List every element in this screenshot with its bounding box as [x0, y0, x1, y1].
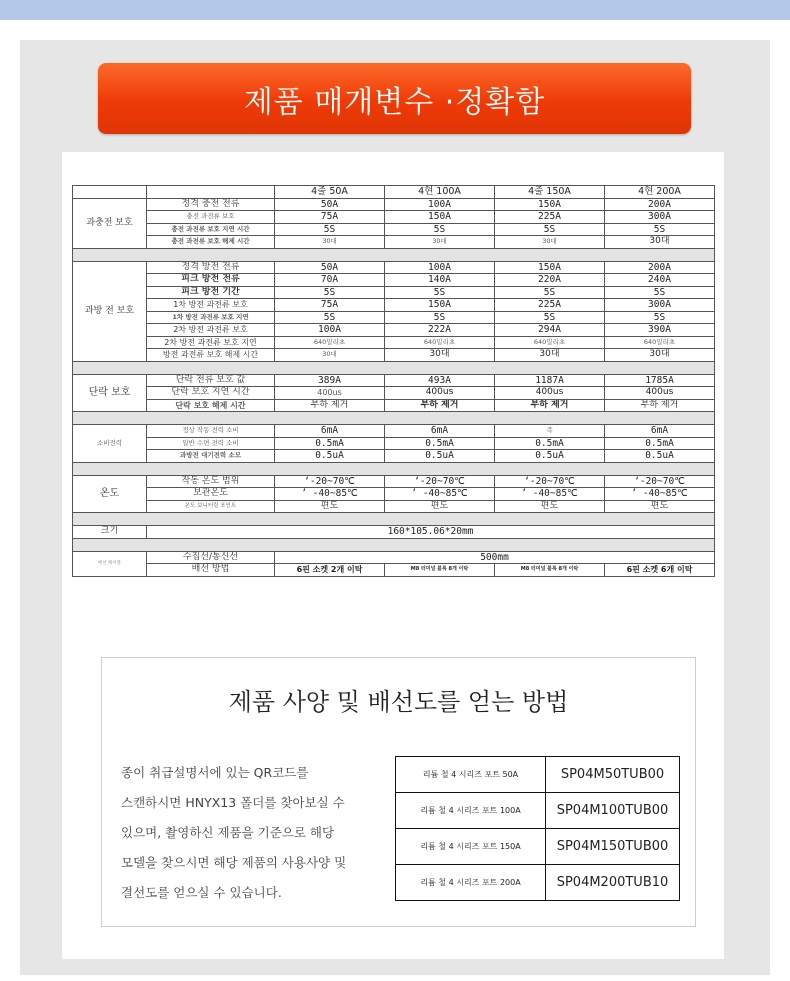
table-row	[73, 198, 715, 211]
value-cell: 5S	[385, 286, 495, 299]
value-cell: M8 터미널 블록 8개 이탁	[385, 564, 495, 577]
value-cell: 부하 제거	[605, 399, 715, 412]
table-row	[73, 311, 715, 324]
spec-table	[72, 185, 715, 577]
howto-title: 제품 사양 및 배선도를 얻는 방법	[228, 688, 569, 716]
value-cell: ‘-20~70℃	[275, 475, 385, 488]
row-label: 단락 전류 보호 값	[147, 374, 275, 387]
value-cell: ’ -40~85℃	[495, 488, 605, 501]
value-cell: 0.5uA	[605, 450, 715, 463]
row-label: 정상 작동 전력 소비	[147, 425, 275, 438]
table-row	[73, 211, 715, 224]
table-row	[73, 286, 715, 299]
howto-line: 있으며, 촬영하신 제품을 기준으로 해당	[121, 825, 335, 840]
row-label: 온도 보니터링 포인트	[147, 500, 275, 513]
size-value: 160*105.06*20mm	[147, 526, 715, 539]
value-cell: 0.5uA	[275, 450, 385, 463]
value-cell: 222A	[385, 324, 495, 337]
model-name: 리튬 철 4 시리즈 포트 150A	[396, 829, 546, 865]
model-row	[396, 865, 680, 901]
model-code: SP04M200TUB10	[546, 865, 680, 901]
value-cell: ’ -40~85℃	[385, 488, 495, 501]
value-cell: 225A	[495, 299, 605, 312]
value-cell: 5S	[275, 286, 385, 299]
value-cell: 5S	[385, 311, 495, 324]
table-row	[73, 488, 715, 501]
value-cell: 640밀리초	[385, 336, 495, 349]
value-cell: 1785A	[605, 374, 715, 387]
row-label: 1차 방전 과전류 보호	[147, 299, 275, 312]
row-label: 작동 온도 범위	[147, 475, 275, 488]
row-label: 정격 충전 전류	[147, 198, 275, 211]
group-label: 과방 전 보호	[73, 261, 147, 361]
value-cell: 5S	[605, 286, 715, 299]
value-cell: 389A	[275, 374, 385, 387]
separator-row	[73, 248, 715, 261]
value-cell: 640밀리초	[275, 336, 385, 349]
table-row	[73, 437, 715, 450]
value-cell: ‘-20~70℃	[605, 475, 715, 488]
table-row	[73, 374, 715, 387]
model-row	[396, 793, 680, 829]
value-cell: 100A	[275, 324, 385, 337]
value-cell: 30대	[605, 349, 715, 362]
group-label: 온도	[73, 475, 147, 513]
model-name: 리튬 철 4 시리즈 포트 100A	[396, 793, 546, 829]
value-cell: 300A	[605, 299, 715, 312]
row-label: 정격 방전 전류	[147, 261, 275, 274]
separator-row	[73, 513, 715, 526]
value-cell: 30대	[385, 349, 495, 362]
table-row	[73, 551, 715, 564]
value-cell: 200A	[605, 198, 715, 211]
spec-header-row	[73, 186, 715, 199]
value-cell: 6핀 소켓 6개 이탁	[605, 564, 715, 577]
table-row	[73, 336, 715, 349]
row-label: 과방전 대기전력 소모	[147, 450, 275, 463]
row-label: 충전 과전류 보호 지연 시간	[147, 223, 275, 236]
header-cell: 4현 100A	[385, 186, 495, 199]
value-cell: 편도	[605, 500, 715, 513]
row-label: 일반 수면 전력 소비	[147, 437, 275, 450]
header-cell: 4줄 150A	[495, 186, 605, 199]
value-cell: 70A	[275, 274, 385, 287]
table-row	[73, 236, 715, 249]
row-label: 2차 방전 과전류 보호	[147, 324, 275, 337]
value-cell: 400us	[495, 387, 605, 400]
value-cell: 493A	[385, 374, 495, 387]
value-cell: 150A	[385, 211, 495, 224]
value-cell: 50A	[275, 198, 385, 211]
value-cell: 0.5mA	[605, 437, 715, 450]
value-cell: 100A	[385, 198, 495, 211]
table-row	[73, 425, 715, 438]
table-row	[73, 526, 715, 539]
row-label: 단락 보호 해제 시간	[147, 399, 275, 412]
header-cell: 4줄 50A	[275, 186, 385, 199]
value-cell: 30대	[495, 349, 605, 362]
table-row	[73, 399, 715, 412]
table-row	[73, 500, 715, 513]
table-row	[73, 475, 715, 488]
value-cell: 294A	[495, 324, 605, 337]
value-cell: ‘-20~70℃	[495, 475, 605, 488]
value-cell: 640밀리초	[495, 336, 605, 349]
value-cell: 500mm	[275, 551, 715, 564]
value-cell: 30대	[385, 236, 495, 249]
value-cell: 30대	[275, 236, 385, 249]
value-cell: 5S	[385, 223, 495, 236]
model-row	[396, 757, 680, 793]
value-cell: 75A	[275, 299, 385, 312]
header-empty-cell	[73, 186, 147, 199]
top-accent-bar	[0, 0, 790, 20]
table-row	[73, 564, 715, 577]
value-cell: 편도	[385, 500, 495, 513]
table-row	[73, 324, 715, 337]
row-label: 수집선/통신선	[147, 551, 275, 564]
value-cell: 1187A	[495, 374, 605, 387]
value-cell: 5S	[605, 311, 715, 324]
value-cell: 6mA	[385, 425, 495, 438]
banner-title: 제품 매개변수 ·정확함	[243, 84, 546, 120]
row-label: 충전 과전류 보호	[147, 211, 275, 224]
model-code: SP04M100TUB00	[546, 793, 680, 829]
row-label: 피크 방전 전류	[147, 274, 275, 287]
value-cell: 400us	[605, 387, 715, 400]
value-cell: 5S	[605, 223, 715, 236]
value-cell: 75A	[275, 211, 385, 224]
value-cell: 0.5mA	[495, 437, 605, 450]
value-cell: 150A	[495, 198, 605, 211]
value-cell: 390A	[605, 324, 715, 337]
group-label: 소비전력	[73, 425, 147, 463]
value-cell: 0.5uA	[495, 450, 605, 463]
row-label: 단락 보호 지연 시간	[147, 387, 275, 400]
model-row	[396, 829, 680, 865]
separator-row	[73, 462, 715, 475]
value-cell: ’ -40~85℃	[605, 488, 715, 501]
separator-row	[73, 412, 715, 425]
table-row	[73, 450, 715, 463]
value-cell: 6mA	[605, 425, 715, 438]
howto-line: 모델을 찾으시면 해당 제품의 사용사양 및	[121, 855, 347, 870]
table-row	[73, 349, 715, 362]
row-label: 피크 방전 기간	[147, 286, 275, 299]
separator-row	[73, 361, 715, 374]
value-cell: 5S	[495, 311, 605, 324]
value-cell: M8 터미널 블록 8개 이탁	[495, 564, 605, 577]
header-cell: 4현 200A	[605, 186, 715, 199]
group-label: 단락 보호	[73, 374, 147, 412]
value-cell: 300A	[605, 211, 715, 224]
model-code: SP04M50TUB00	[546, 757, 680, 793]
separator-row	[73, 538, 715, 551]
row-label: 1차 방전 과전류 보호 지연	[147, 311, 275, 324]
value-cell: 5S	[275, 311, 385, 324]
model-table	[395, 756, 680, 901]
row-label: 배선 방법	[147, 564, 275, 577]
value-cell: 225A	[495, 211, 605, 224]
howto-text	[121, 758, 383, 908]
model-code: SP04M150TUB00	[546, 829, 680, 865]
value-cell: 30대	[605, 236, 715, 249]
size-label: 크기	[73, 526, 147, 539]
table-row	[73, 274, 715, 287]
value-cell: 220A	[495, 274, 605, 287]
row-label: 2차 방전 과전류 보호 지연	[147, 336, 275, 349]
value-cell: 30대	[275, 349, 385, 362]
group-label: 과충전 보호	[73, 198, 147, 248]
value-cell: 0.5mA	[275, 437, 385, 450]
table-row	[73, 387, 715, 400]
value-cell: 0.5mA	[385, 437, 495, 450]
group-label: 배선 케이블	[73, 551, 147, 576]
table-row	[73, 299, 715, 312]
value-cell: 100A	[385, 261, 495, 274]
value-cell: 240A	[605, 274, 715, 287]
title-banner	[98, 63, 691, 134]
value-cell: 150A	[385, 299, 495, 312]
value-cell: 6mA	[275, 425, 385, 438]
table-row	[73, 223, 715, 236]
header-empty-cell	[147, 186, 275, 199]
value-cell: 5S	[495, 223, 605, 236]
value-cell: 6핀 소켓 2개 이탁	[275, 564, 385, 577]
howto-line: 결선도를 얻으실 수 있습니다.	[121, 885, 282, 900]
row-label: 충전 과전류 보호 해제 시간	[147, 236, 275, 249]
value-cell: 부하 제거	[275, 399, 385, 412]
model-name: 리튬 철 4 시리즈 포트 50A	[396, 757, 546, 793]
value-cell: 30대	[495, 236, 605, 249]
value-cell: 5S	[495, 286, 605, 299]
row-label: 방전 과전류 보호 해제 시간	[147, 349, 275, 362]
value-cell: 부하 제거	[385, 399, 495, 412]
value-cell: 150A	[495, 261, 605, 274]
value-cell: 400us	[385, 387, 495, 400]
value-cell: 640밀리초	[605, 336, 715, 349]
value-cell: 50A	[275, 261, 385, 274]
model-name: 리튬 철 4 시리즈 포트 200A	[396, 865, 546, 901]
value-cell: 부하 제거	[495, 399, 605, 412]
value-cell: ’ -40~85℃	[275, 488, 385, 501]
value-cell: 400us	[275, 387, 385, 400]
value-cell: 편도	[495, 500, 605, 513]
table-row	[73, 261, 715, 274]
value-cell: 즉	[495, 425, 605, 438]
howto-line: 스캔하시면 HNYX13 폴더를 찾아보실 수	[121, 795, 345, 810]
value-cell: 140A	[385, 274, 495, 287]
value-cell: 편도	[275, 500, 385, 513]
value-cell: 200A	[605, 261, 715, 274]
value-cell: 0.5uA	[385, 450, 495, 463]
row-label: 보관온도	[147, 488, 275, 501]
value-cell: ‘-20~70℃	[385, 475, 495, 488]
howto-line: 종이 취급설명서에 있는 QR코드를	[121, 765, 309, 780]
value-cell: 5S	[275, 223, 385, 236]
